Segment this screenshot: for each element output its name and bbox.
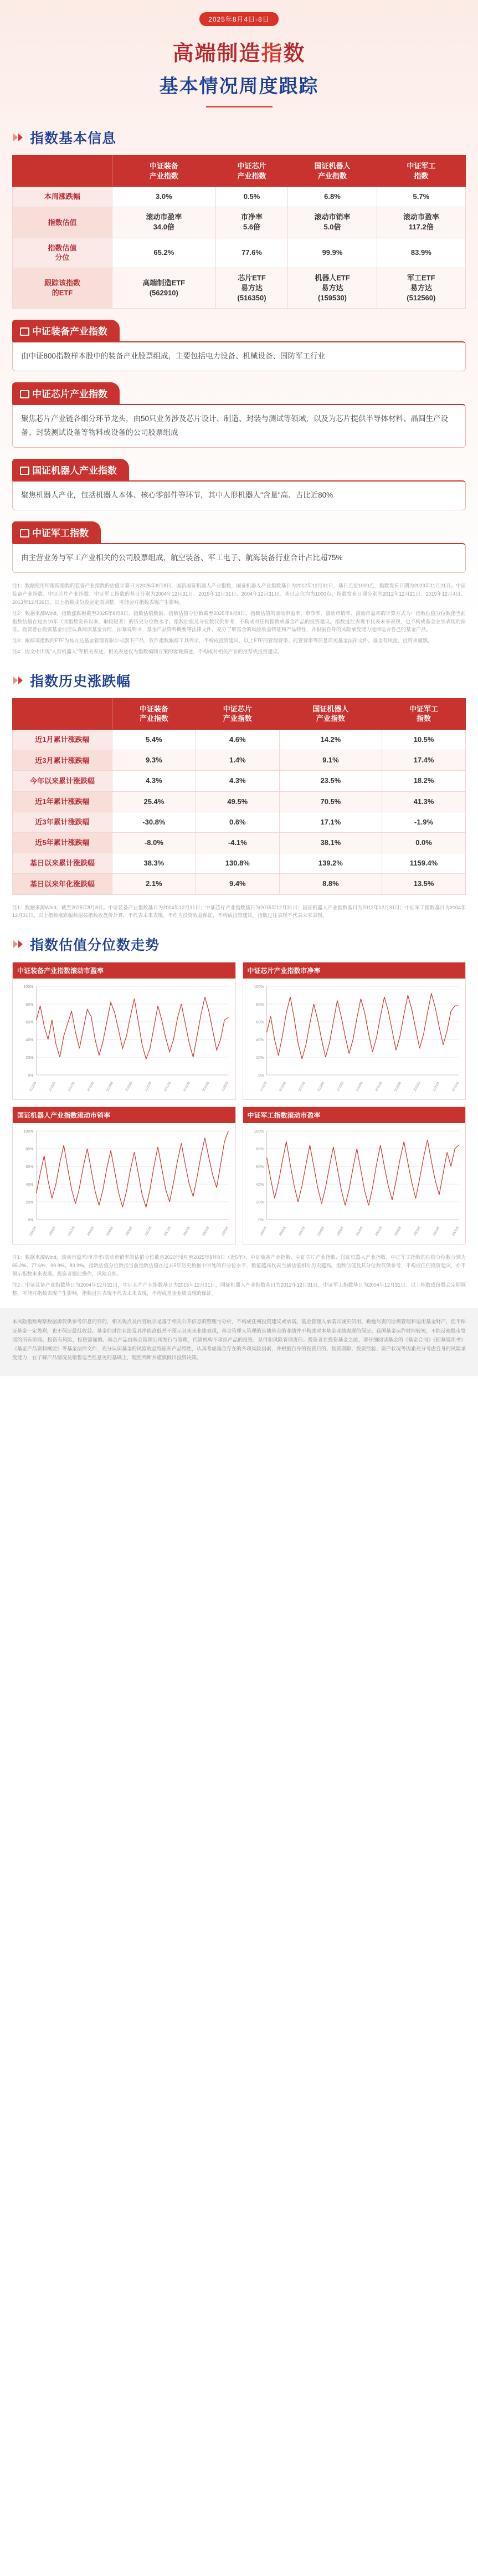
table-cell: 0.6% [196,812,279,832]
index-description-block [12,382,466,448]
table-cell: 77.6% [215,238,288,268]
svg-text:2019/8: 2019/8 [106,1082,115,1093]
chart-body [243,1123,466,1244]
index-description-title [12,459,129,480]
svg-text:2019/8: 2019/8 [336,1226,345,1237]
svg-text:2025/8: 2025/8 [221,1226,230,1237]
table-cell: 1159.4% [382,853,466,874]
svg-text:2015/8: 2015/8 [259,1226,268,1237]
index-description-title [12,382,120,404]
table-row [13,207,466,238]
row-label: 近3年累计涨跌幅 [13,812,112,832]
row-label: 近3月累计涨跌幅 [13,750,112,771]
page-title-line1 [0,36,478,66]
svg-text:2015/8: 2015/8 [259,1082,268,1093]
svg-text:2017/8: 2017/8 [68,1082,76,1093]
index-description-text: 由主营业务与军工产业相关的公司股票组成，航空装备、军工电子、航海装备行业合计占比超75% [12,543,466,573]
table-cell: 9.1% [279,750,382,771]
chart-title: 中证芯片产业指数市净率 [243,962,466,979]
note-paragraph: 注2：数据来源Wind，指数涨跌幅截至2025年8月8日，指数估值数据、指数估值分位数截至2025年8月8日。指数估值的滚动市盈率、市净率、滚动市销率、滚动市盈率的计算方式为：指数估值分位数指当前指数估值在过去10年（或指数发布以来，取较短者）的历史分位数水平。指数估值及分位数仅供参考，不构成对任何指数或基金产品的投资建议。指数过往表现不代表未来表现，也不构成基金业绩表现的保证。投资者在投资基金前应认真阅读基金合同、招募说明书、基金产品资料概要等法律文件，充分了解基金的风险收益特征和产品特性，并根据自身的风险承受能力选择适合自己的基金产品。 [12,610,466,633]
line-chart [14,982,233,1098]
svg-text:20%: 20% [25,1201,34,1205]
basic-info-table [12,155,466,309]
svg-text:2017/8: 2017/8 [297,1226,306,1237]
svg-text:2022/8: 2022/8 [163,1226,172,1237]
table-cell: 23.5% [279,771,382,791]
col-header-2: 国证机器人 产业指数 [288,156,377,187]
section-title: 指数估值分位数走势 [30,938,160,954]
svg-text:2021/8: 2021/8 [374,1082,383,1093]
svg-text:20%: 20% [255,1056,264,1061]
svg-text:60%: 60% [25,1165,34,1170]
svg-text:2025/8: 2025/8 [221,1082,230,1093]
table-cell: 滚动市盈率 117.2倍 [377,207,465,238]
table-cell: 25.4% [112,791,196,812]
history-table-wrap [0,698,478,895]
line-chart [244,982,464,1098]
svg-text:80%: 80% [255,1148,264,1152]
svg-text:2018/8: 2018/8 [317,1226,325,1237]
table-cell: 17.4% [382,750,466,771]
double-arrow-icon [13,938,25,950]
svg-text:2023/8: 2023/8 [413,1226,422,1237]
table-row [13,874,466,894]
table-cell: 10.5% [382,730,466,750]
section-heading-history [13,670,478,690]
row-label: 今年以来累计涨跌幅 [13,771,112,791]
svg-text:2016/8: 2016/8 [278,1226,287,1237]
row-label: 近5年累计涨跌幅 [13,832,112,853]
row-label: 基日以来年化涨跌幅 [13,874,112,894]
charts-grid [0,962,478,1245]
table-cell: 军工ETF 易方达 (512560) [377,268,465,309]
table-row [13,771,466,791]
col-header-0: 中证装备 产业指数 [112,156,215,187]
date-badge: 2025年8月4日-8日 [199,12,279,26]
table-cell: 2.1% [112,874,196,894]
col-header-2: 国证机器人 产业指数 [279,698,382,729]
svg-text:40%: 40% [25,1038,34,1043]
svg-text:2020/8: 2020/8 [125,1226,133,1237]
chart-body [243,979,466,1099]
table-header-row [13,156,466,187]
notes-charts [12,1253,466,1297]
svg-text:2016/8: 2016/8 [278,1082,287,1093]
svg-text:2024/8: 2024/8 [432,1082,440,1093]
col-header-3: 中证军工 指数 [382,698,466,729]
note-paragraph: 注1：数据来源Wind，截至2025年8月8日。中证装备产业指数基日为2004年12月31日；中证芯片产业指数基日为2015年12月31日；国证机器人产业指数基日为2012年12月31日；中证军工指数基日为2004年12月31日。以上指数涨跌幅数据按指数收盘价计算，不代表未来表现。不作为投资收益保证，不构成投资建议。指数过往表现不代表未来表现。 [12,904,466,919]
corner-cell [13,698,112,729]
chart-title: 中证军工指数滚动市盈率 [243,1107,466,1123]
table-cell: 芯片ETF 易方达 (516350) [215,268,288,309]
title-part-a: 高端制造 [172,42,261,65]
svg-text:40%: 40% [25,1183,34,1187]
svg-text:2021/8: 2021/8 [144,1082,153,1093]
index-name-label: 中证军工指数 [32,528,89,539]
table-cell: 83.9% [377,238,465,268]
index-description-block [12,521,466,573]
basic-table-head [13,156,466,187]
table-row [13,853,466,874]
index-description-block [12,459,466,510]
table-row [13,268,466,309]
double-arrow-icon [13,674,25,687]
chart-card [12,962,236,1100]
svg-text:2016/8: 2016/8 [48,1226,56,1237]
table-cell: 41.3% [382,791,466,812]
svg-text:2015/8: 2015/8 [29,1082,38,1093]
table-header-row [13,698,466,729]
svg-text:2023/8: 2023/8 [413,1082,422,1093]
table-cell: 滚动市盈率 34.0倍 [112,207,215,238]
index-description-list [0,320,478,573]
svg-text:80%: 80% [255,1003,264,1007]
table-cell: 65.2% [112,238,215,268]
svg-text:2022/8: 2022/8 [163,1082,172,1093]
svg-text:2019/8: 2019/8 [106,1226,115,1237]
chart-card [243,962,466,1100]
svg-text:40%: 40% [255,1038,264,1043]
index-description-text: 由中证800指数样本股中的装备产业股票组成，主要包括电力设备、机械设备、国防军工行业 [12,341,466,371]
svg-text:2017/8: 2017/8 [68,1226,76,1237]
chart-card [243,1107,466,1245]
svg-text:60%: 60% [25,1021,34,1025]
book-icon [20,389,29,398]
history-table-head [13,698,466,729]
svg-text:2024/8: 2024/8 [202,1226,210,1237]
note-paragraph: 注4：因文中出现"人形机器人"等相关表述，相关表述仅为指数编制方案的客观描述，不构成对相关产业的推荐或投资建议。 [12,649,283,655]
basic-table-body [13,187,466,309]
svg-text:60%: 60% [255,1021,264,1025]
table-cell: -4.1% [196,832,279,853]
table-cell: 9.4% [196,874,279,894]
table-cell: 18.2% [382,771,466,791]
col-header-1: 中证芯片 产业指数 [196,698,279,729]
row-label: 指数估值 分位 [13,238,112,268]
svg-text:2018/8: 2018/8 [86,1082,95,1093]
index-name-label: 中证装备产业指数 [32,326,107,337]
index-description-text: 聚焦芯片产业链各细分环节龙头，由50只业务涉及芯片设计、制造、封装与测试等领域，以及为芯片提供半导体材料、晶圆生产设备、封装测试设备等物料或设备的公司股票组成 [12,404,466,448]
svg-text:100%: 100% [253,1130,264,1134]
row-label: 本周涨跌幅 [13,187,112,207]
table-cell: 0.5% [215,187,288,207]
section-title: 指数基本信息 [30,131,117,146]
note-paragraph: 注3：跟踪该指数的ETF为易方达基金管理有限公司旗下产品，仅作指数跟踪工具列示，不构成投资建议。以上ETF的管理费率、托管费率等信息详见基金法律文件。基金有风险，投资须谨慎。 [12,638,433,644]
svg-text:100%: 100% [23,1130,34,1134]
table-cell: 3.0% [112,187,215,207]
svg-text:2021/8: 2021/8 [374,1226,383,1237]
table-cell: 机器人ETF 易方达 (159530) [288,268,377,309]
table-row [13,238,466,268]
index-description-block [12,320,466,371]
note-paragraph: 注1：数据来源Wind，滚动市盈率/市净率/滚动市销率的估值分位数自2020年8月至2025年8月8日（近5年），中证装备产业指数、中证芯片产业指数、国证机器人产业指数、中证军工指数的估值分位数分别为65.2%、77.6%、99.9%、83.9%。指数估值分位数指当前指数估值在过去5年历史数据中所处的百分位水平，数值越高代表当前估值相对历史越高。指数估值及其分位数仅供参考，不构成任何投资建议，亦不预示指数未来表现。投资者据此操作，风险自担。 [12,1254,466,1277]
table-cell: 6.8% [288,187,377,207]
table-row [13,832,466,853]
svg-text:2024/8: 2024/8 [202,1082,210,1093]
table-cell: 滚动市销率 5.0倍 [288,207,377,238]
table-cell: -8.0% [112,832,196,853]
svg-text:2022/8: 2022/8 [394,1226,402,1237]
notes-basic-info [12,582,466,656]
note-paragraph: 注2：中证装备产业指数基日为2004年12月31日，中证芯片产业指数基日为2015年12月31日，国证机器人产业指数基日为2012年12月31日，中证军工指数基日为2004年12月31日。以上指数成份股会定期调整，可能对指数表现产生影响，指数过往表现不代表未来表现，不构成基金业绩表现的保证。 [12,1282,466,1296]
table-cell: 38.3% [112,853,196,874]
table-cell: 5.7% [377,187,465,207]
svg-text:20%: 20% [255,1201,264,1205]
table-cell: 139.2% [279,853,382,874]
col-header-3: 中证军工 指数 [377,156,465,187]
index-name-label: 中证芯片产业指数 [32,389,107,400]
svg-text:2016/8: 2016/8 [48,1082,56,1093]
svg-text:0%: 0% [258,1074,264,1078]
table-cell: 13.5% [382,874,466,894]
note-paragraph: 注1：数据使用所跟踪指数的装备产业指数的估值计算日为2025年8月8日，国新国证机器人产业指数，国证机器人产业指数基日为2012年12月31日，基日点位1000点，指数发布日期为2023年11月21日。中证装备产业指数、中证芯片产业指数、中证军工指数的基日分别为2004年12月31日、2015年12月31日、2004年12月31日，基日点位均为1000点，指数发布日期分别为2012年12月21日、2019年12月4日、2013年12月26日。以上指数成份股会定期调整，可能会对指数表现产生影响。 [12,583,466,605]
svg-text:0%: 0% [28,1218,34,1223]
table-cell: 38.1% [279,832,382,853]
table-cell: 4.3% [112,771,196,791]
chart-body [13,1123,235,1244]
index-description-text: 聚焦机器人产业，包括机器人本体、核心零部件等环节，其中人形机器人"含量"高、占比近80% [12,480,466,510]
svg-text:2020/8: 2020/8 [355,1226,364,1237]
svg-text:2018/8: 2018/8 [86,1226,95,1237]
index-name-label: 国证机器人产业指数 [32,465,117,477]
table-cell: 49.5% [196,791,279,812]
col-header-0: 中证装备 产业指数 [112,698,196,729]
table-cell: 高端制造ETF (562910) [112,268,215,309]
svg-text:2018/8: 2018/8 [317,1082,325,1093]
svg-text:80%: 80% [25,1003,34,1007]
svg-text:2015/8: 2015/8 [29,1226,38,1237]
svg-text:2023/8: 2023/8 [183,1082,191,1093]
row-label: 跟踪该指数 的ETF [13,268,112,309]
svg-text:20%: 20% [25,1056,34,1061]
line-chart [14,1126,233,1243]
title-underline [206,106,273,107]
table-cell: 8.8% [279,874,382,894]
title-part-b: 指 [261,42,284,65]
chart-title: 中证装备产业指数滚动市盈率 [13,962,235,979]
corner-cell [13,156,112,187]
notes-history [12,904,466,920]
svg-text:2021/8: 2021/8 [144,1226,153,1237]
row-label: 近1月累计涨跌幅 [13,730,112,750]
section-heading-percentile [13,934,478,954]
row-label: 指数估值 [13,207,112,238]
book-icon [20,326,29,335]
table-cell: 14.2% [279,730,382,750]
svg-text:0%: 0% [258,1218,264,1223]
line-chart [244,1126,464,1243]
history-table-body [13,730,466,895]
table-cell: -30.8% [112,812,196,832]
double-arrow-icon [13,131,25,144]
history-table [12,698,466,895]
svg-text:2019/8: 2019/8 [336,1082,345,1093]
table-row [13,812,466,832]
svg-text:2025/8: 2025/8 [451,1082,460,1093]
table-row [13,750,466,771]
table-cell: 0.0% [382,832,466,853]
svg-text:2020/8: 2020/8 [355,1082,364,1093]
page-title-line2: 基本情况周度跟踪 [159,76,319,97]
svg-text:40%: 40% [255,1183,264,1187]
svg-text:80%: 80% [25,1148,34,1152]
index-description-title [12,320,120,341]
book-icon [20,465,29,474]
chart-card [12,1107,236,1245]
col-header-1: 中证芯片 产业指数 [215,156,288,187]
table-cell: 5.4% [112,730,196,750]
table-cell: 70.5% [279,791,382,812]
svg-text:2024/8: 2024/8 [432,1226,440,1237]
table-cell: 9.3% [112,750,196,771]
svg-text:2025/8: 2025/8 [451,1226,460,1237]
basic-table-wrap [0,155,478,309]
section-heading-basic-info [13,127,478,147]
table-row [13,187,466,207]
table-cell: 99.9% [288,238,377,268]
row-label: 基日以来累计涨跌幅 [13,853,112,874]
chart-title: 国证机器人产业指数滚动市销率 [13,1107,235,1123]
disclaimer: 本风险指数观察数据源仅供参考信息的目的，相关观点及内容展示是基于相关公开信息的整理与分析，不构成任何投资建议或承诺。基金管理人承诺以诚实信用、勤勉尽责的原则管理和运用基金财产，但不保证基金一定盈利，也不保证最低收益。基金的过往业绩及其净值高低并不预示其未来业绩表现，基金管理人管理的其他基金的业绩并不构成对本基金业绩表现的保证。我国基金运作时间较短，不能反映股市发展的所有阶段。投资有风险，投资需谨慎。基金产品由基金管理公司发行与管理，代销机构不承担产品的投资、兑付和风险管理责任。投资者在投资基金之前，请仔细阅读基金的《基金合同》《招募说明书》《基金产品资料概要》等基金法律文件，充分认识基金的风险收益特征和产品特性，认真考虑基金存在的各项风险因素，并根据自身的投资目的、投资期限、投资经验、资产状况等因素充分考虑自身的风险承受能力，在了解产品情况及销售适当性意见的基础上，理性判断并谨慎做出投资决策。 [0,1308,478,1376]
svg-text:60%: 60% [255,1165,264,1170]
book-icon [20,528,29,537]
table-row [13,730,466,750]
table-cell: 130.8% [196,853,279,874]
table-row [13,791,466,812]
table-cell: 市净率 5.6倍 [215,207,288,238]
table-cell: 1.4% [196,750,279,771]
svg-text:0%: 0% [28,1074,34,1078]
section-title: 指数历史涨跌幅 [30,673,131,689]
svg-text:100%: 100% [23,985,34,990]
svg-text:2022/8: 2022/8 [394,1082,402,1093]
index-description-title [12,521,101,543]
title-part-c: 数 [283,42,306,65]
report-header [0,0,478,113]
table-cell: 4.6% [196,730,279,750]
row-label: 近1年累计涨跌幅 [13,791,112,812]
chart-body [13,979,235,1099]
svg-text:100%: 100% [253,985,264,990]
svg-text:2023/8: 2023/8 [183,1226,191,1237]
table-cell: 4.3% [196,771,279,791]
table-cell: 17.1% [279,812,382,832]
svg-text:2020/8: 2020/8 [125,1082,133,1093]
table-cell: -1.9% [382,812,466,832]
svg-text:2017/8: 2017/8 [297,1082,306,1093]
